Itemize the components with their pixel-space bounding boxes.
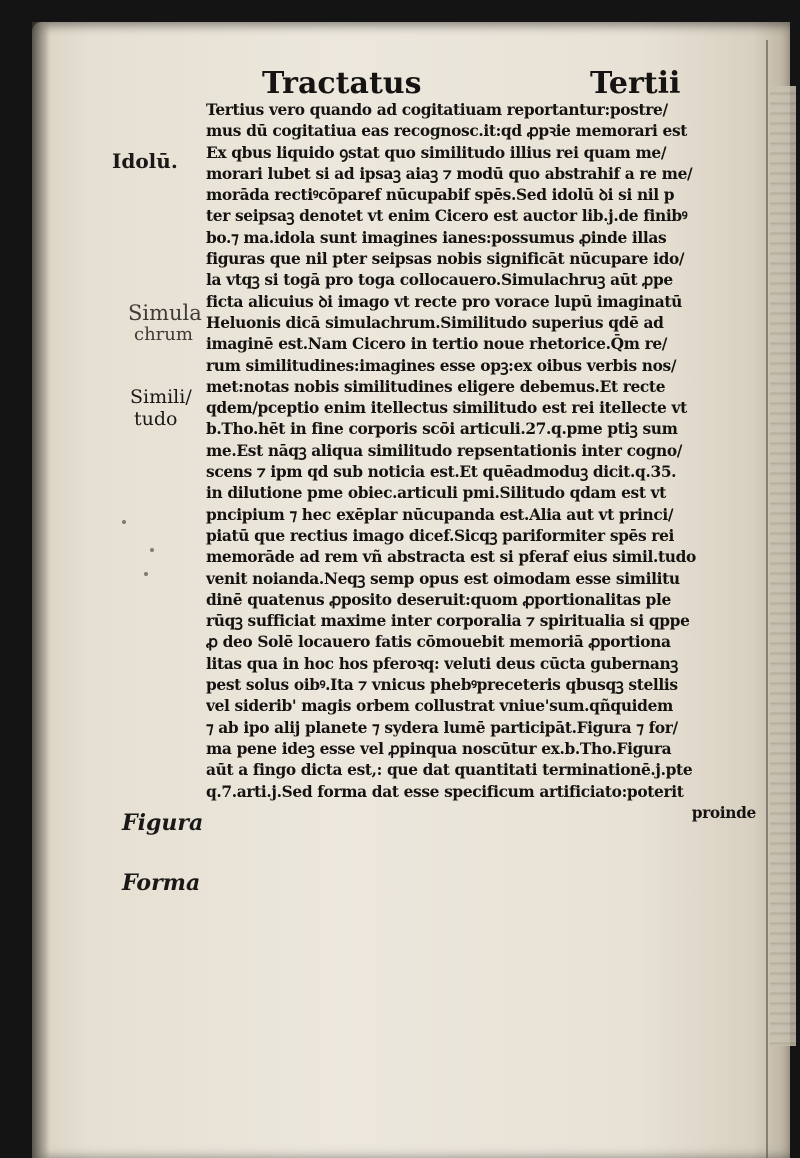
text-line: Tertius vero quando ad cogitatiuam reportantur:postre/ <box>206 101 668 119</box>
catchword: proinde <box>691 803 756 822</box>
text-line: imaginē est.Nam Cicero in tertio noue rhetorice.Q̄m re/ <box>206 335 668 354</box>
margin-note-simula: Simula <box>128 301 202 325</box>
text-line: figuras que nil pter seipsas nobis significāt nūcupare ido/ <box>206 250 685 269</box>
ink-speck <box>122 520 126 524</box>
text-line: aūt a fingo dicta est,: que dat quantitati terminationē.j.pte <box>206 761 693 780</box>
page-edge-rule <box>766 40 768 1158</box>
text-line: q.7.arti.j.Sed forma dat esse specificum artificiato:poterit <box>206 782 684 801</box>
text-line: pncipium ⁊ hec exēplar nūcupanda est.Alia aut vt princi/ <box>206 505 674 524</box>
text-line: in dilutione pme obiec.articuli pmi.Silitudo qdam est vt <box>206 484 666 503</box>
text-line: b.Tho.hēt in fine corporis scōi articuli.27.q.pme ptiꝫ sum <box>206 420 678 439</box>
text-line: vel siderib' magis orbem collustrat vniue'sum.qñquidem <box>206 697 673 716</box>
text-line: memorāde ad rem vñ abstracta est si pferaf eius simil.tudo <box>206 548 696 567</box>
margin-note-simili: Simili/ <box>130 386 192 408</box>
text-line: mus dū cogitatiua eas recognosc.it:qd ꝓpꝛie memorari est <box>206 122 688 141</box>
margin-note-idolum: Idolū. <box>112 149 178 173</box>
text-line: ficta alicuius ꝺi imago vt recte pro vorace lupū imaginatū <box>206 292 682 311</box>
facing-page-bleed <box>770 86 796 1046</box>
margin-note-tudo: tudo <box>134 408 178 430</box>
text-line: litas qua in hoc hos pferoꝛq: veluti deus cūcta gubernanꝫ <box>206 654 678 673</box>
text-line: rum similitudines:imagines esse opꝫ:ex oibus verbis nos/ <box>206 356 677 375</box>
text-line: morari lubet si ad ipsaꝫ aiaꝫ ⁊ modū quo abstrahif a re me/ <box>206 164 693 183</box>
text-line: met:notas nobis similitudines eligere debemus.Et recte <box>206 377 666 396</box>
header-right: Tertii <box>590 66 681 101</box>
text-line: ter seipsaꝫ denotet vt enim Cicero est auctor lib.j.de finibꝰ <box>206 207 688 226</box>
header-left: Tractatus <box>262 66 422 101</box>
text-line: Ex qbus liquido ꝯstat quo similitudo illius rei quam me/ <box>206 143 667 162</box>
text-line: rūqꝫ sufficiat maxime inter corporalia ⁊ spiritualia si qppe <box>206 612 690 631</box>
text-line: pest solus oibꝰ.Ita ⁊ vnicus phebꝰpreceteris qbusqꝫ stellis <box>206 676 678 695</box>
text-line: ma pene ideꝫ esse vel ꝓpinqua noscūtur ex.b.Tho.Figura <box>206 739 672 758</box>
text-line: ꝓ deo Solē locauero fatis cōmouebit memoriā ꝓportiona <box>206 633 671 652</box>
text-line: bo.⁊ ma.idola sunt imagines ianes:possumus ꝓinde illas <box>206 228 667 247</box>
text-line: ⁊ ab ipo alij planete ⁊ sydera lumē participāt.Figura ⁊ for/ <box>206 718 678 737</box>
margin-note-forma: Forma <box>122 870 201 896</box>
ink-speck <box>150 548 154 552</box>
ink-speck <box>144 572 148 576</box>
binding-gutter <box>32 22 50 1158</box>
main-text-block <box>206 100 762 824</box>
text-line: venit noianda.Neqꝫ semp opus est oimodam esse similitu <box>206 569 680 588</box>
text-line: piatū que rectius imago dicef.Sicqꝫ pariformiter spēs rei <box>206 526 675 545</box>
text-line: qdem/pceptio enim itellectus similitudo est rei itellecte vt <box>206 399 687 418</box>
text-line: la vtqꝫ si togā pro toga collocauero.Simulachruꝫ aūt ꝓpe <box>206 271 673 290</box>
text-line: scens ⁊ ipm qd sub noticia est.Et quēadmoduꝫ dicit.q.35. <box>206 463 677 482</box>
margin-note-figura: Figura <box>122 810 204 836</box>
text-line: me.Est nāqꝫ aliqua similitudo repsentationis inter cogno/ <box>206 441 683 460</box>
margin-note-chrum: chrum <box>134 324 193 345</box>
text-line: Heluonis dicā simulachrum.Similitudo superius qdē ad <box>206 313 664 332</box>
text-line: dinē quatenus ꝓposito deseruit:quom ꝓportionalitas ple <box>206 590 671 609</box>
text-line: morāda rectiꝰcōparef nūcupabif spēs.Sed idolū ꝺi si nil p <box>206 186 675 205</box>
